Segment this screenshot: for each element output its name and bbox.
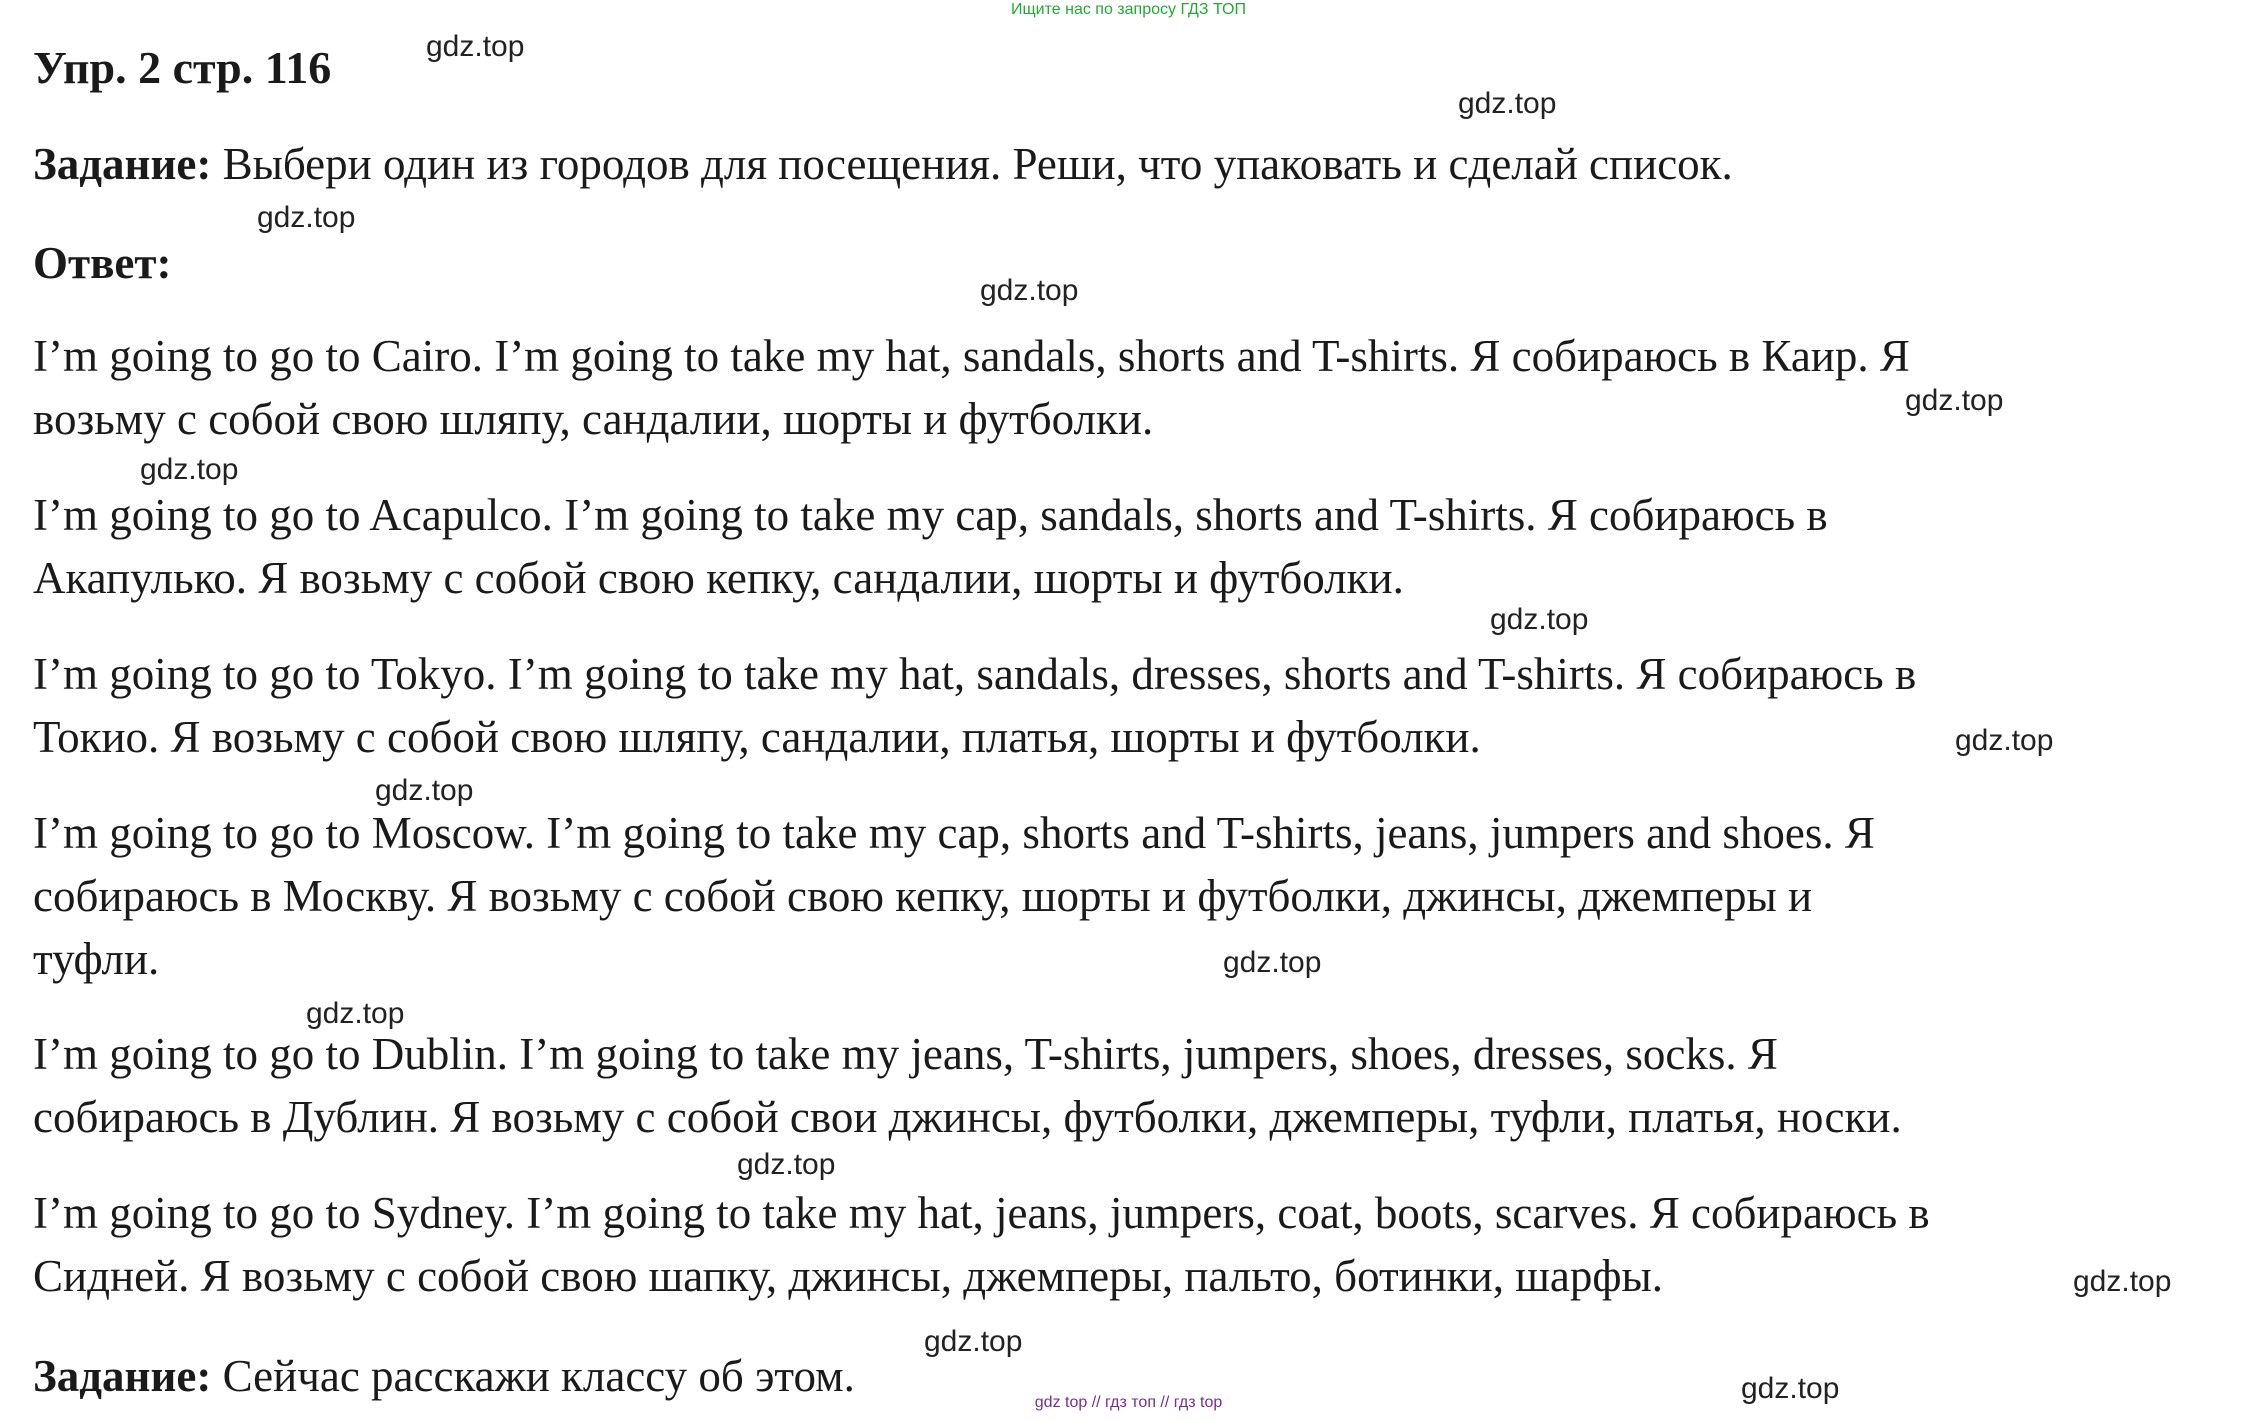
watermark: gdz.top (257, 201, 356, 234)
search-banner[interactable]: Ищите нас по запросу ГДЗ ТОП (1011, 1, 1246, 18)
paragraph-line: I’m going to go to Moscow. I’m going to take my cap, shorts and T-shirts, jeans, jumpers and shoes. Я (33, 808, 1875, 858)
paragraph-line: Акапулько. Я возьму с собой свою кепку, сандалии, шорты и футболки. (33, 553, 1404, 603)
answer-paragraph-acapulco (33, 484, 2233, 610)
watermark: gdz.top (737, 1148, 836, 1181)
paragraph-line: Сидней. Я возьму с собой свою шапку, джинсы, джемперы, пальто, ботинки, шарфы. (33, 1251, 1664, 1301)
answer-paragraph-sydney (33, 1182, 2233, 1308)
paragraph-line: I’m going to go to Dublin. I’m going to take my jeans, T-shirts, jumpers, shoes, dresses, socks. Я (33, 1029, 1778, 1079)
watermark: gdz.top (2073, 1265, 2172, 1298)
watermark: gdz.top (306, 997, 405, 1030)
paragraph-line: туфли. (33, 934, 160, 984)
answer-paragraph-cairo (33, 325, 2233, 451)
task-text: Выбери один из городов для посещения. Реши, что упаковать и сделай список. (211, 139, 1733, 189)
answer-label: Ответ: (33, 238, 172, 288)
paragraph-line: собираюсь в Дублин. Я возьму с собой свои джинсы, футболки, джемперы, туфли, платья, носки. (33, 1092, 1902, 1142)
watermark: gdz.top (924, 1325, 1023, 1358)
watermark: gdz.top (1458, 87, 1557, 120)
paragraph-line: Токио. Я возьму с собой свою шляпу, сандалии, платья, шорты и футболки. (33, 712, 1481, 762)
task-label: Задание: (33, 139, 212, 189)
task-instruction (33, 136, 1733, 192)
paragraph-line: I’m going to go to Tokyo. I’m going to take my hat, sandals, dresses, shorts and T-shirts. Я собираюсь в (33, 649, 1917, 699)
watermark: gdz.top (1741, 1372, 1840, 1405)
answer-paragraph-dublin (33, 1023, 2233, 1149)
footer-links[interactable]: gdz top // гдз топ // гдз top (1034, 1394, 1223, 1411)
paragraph-line: I’m going to go to Sydney. I’m going to take my hat, jeans, jumpers, coat, boots, scarves. Я собираюсь в (33, 1188, 1930, 1238)
watermark: gdz.top (980, 274, 1079, 307)
paragraph-line: I’m going to go to Cairo. I’m going to take my hat, sandals, shorts and T-shirts. Я собираюсь в Каир. Я (33, 331, 1910, 381)
page-title: Упр. 2 стр. 116 (33, 42, 332, 93)
watermark: gdz.top (140, 453, 239, 486)
task-label: Задание: (33, 1351, 212, 1401)
paragraph-line: возьму с собой свою шляпу, сандалии, шорты и футболки. (33, 394, 1154, 444)
watermark: gdz.top (375, 774, 474, 807)
task-text: Сейчас расскажи классу об этом. (211, 1351, 855, 1401)
watermark: gdz.top (426, 30, 525, 63)
paragraph-line: I’m going to go to Acapulco. I’m going to take my cap, sandals, shorts and T-shirts. Я собираюсь в (33, 490, 1828, 540)
watermark: gdz.top (1905, 384, 2004, 417)
paragraph-line: собираюсь в Москву. Я возьму с собой свою кепку, шорты и футболки, джинсы, джемперы и (33, 871, 1813, 921)
watermark: gdz.top (1955, 724, 2054, 757)
answer-paragraph-tokyo (33, 643, 2233, 769)
watermark: gdz.top (1490, 603, 1589, 636)
answer-paragraph-moscow (33, 802, 2233, 991)
watermark: gdz.top (1223, 946, 1322, 979)
